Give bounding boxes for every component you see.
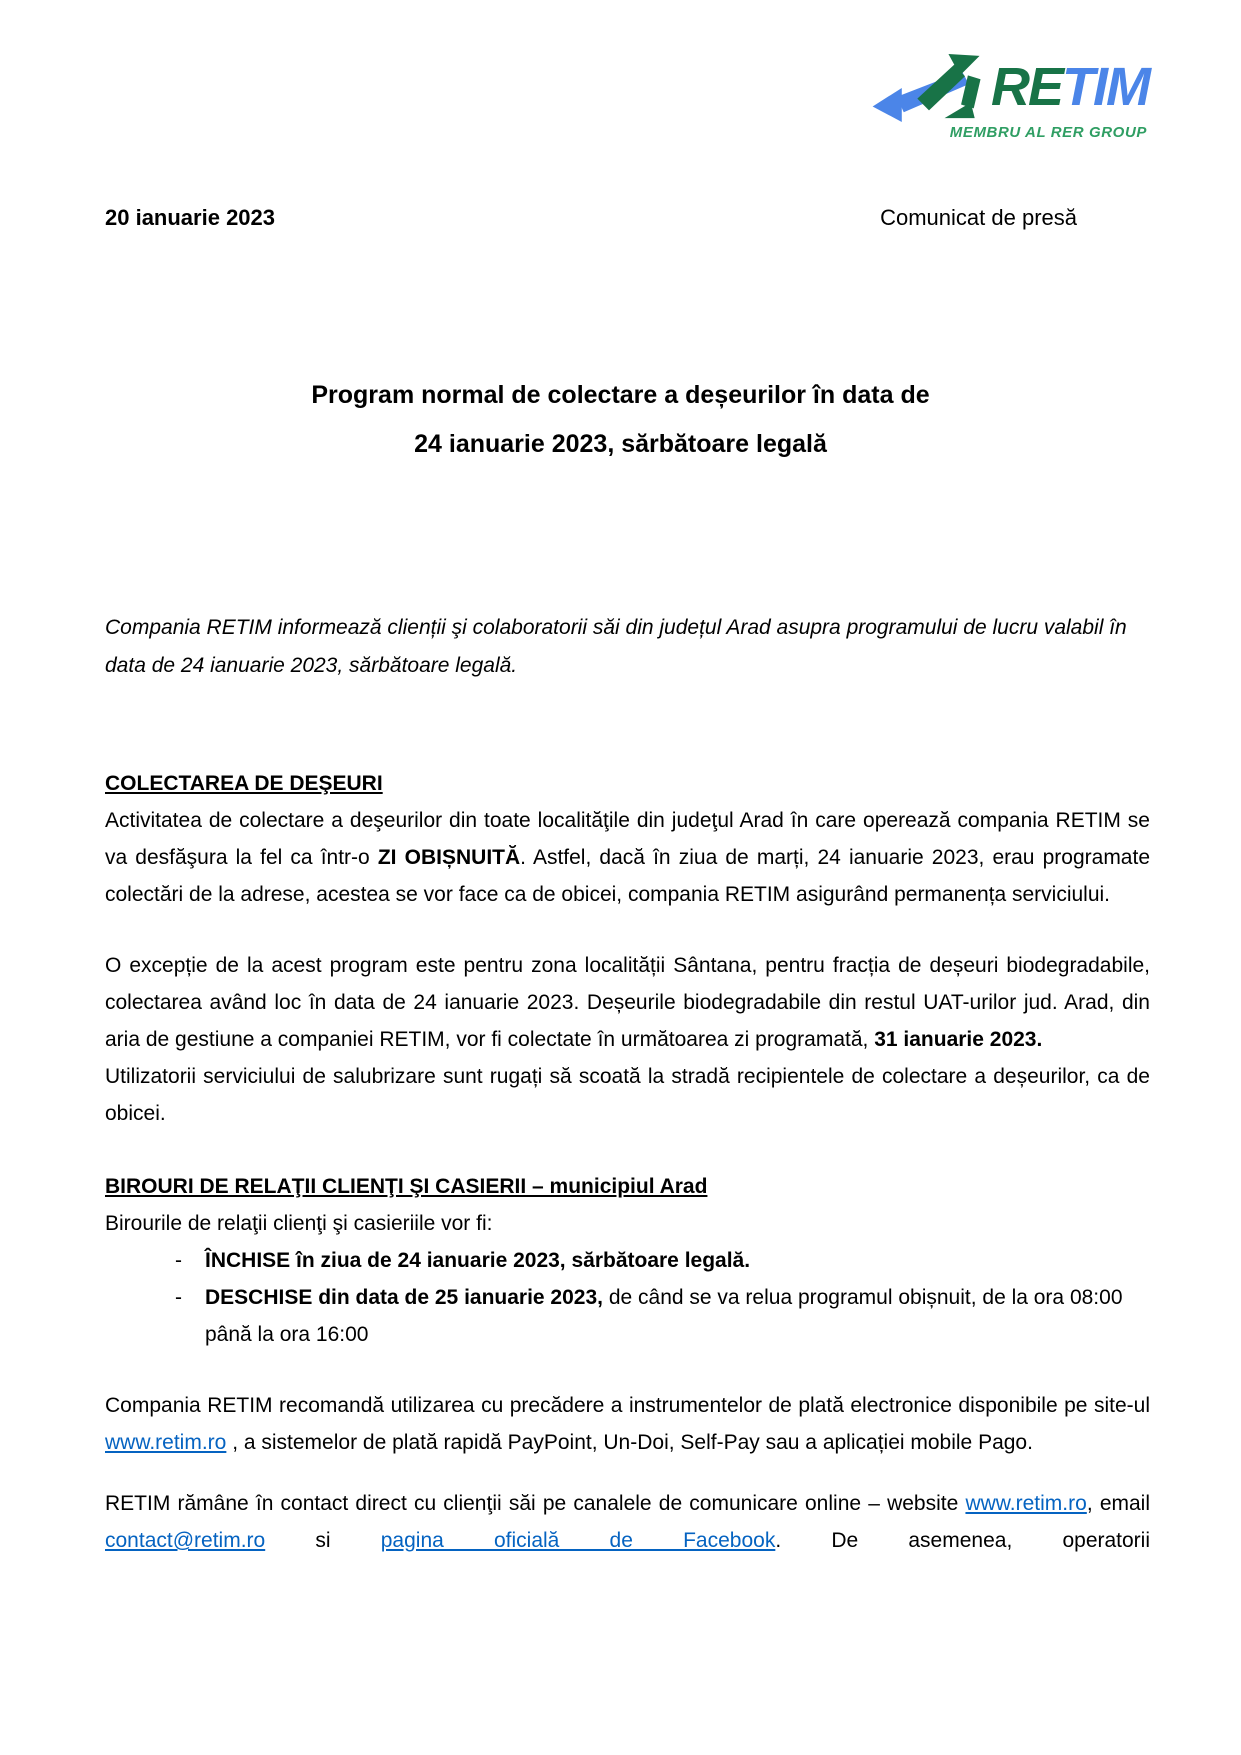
retim-wordmark (991, 57, 1149, 117)
hyperlink[interactable]: www.retim.ro (105, 1431, 227, 1454)
offices-bullet-list (105, 1242, 1150, 1353)
text-segment: Activitatea de colectare a deşeurilor din toate localităţile din judeţul Arad în care operează compania RETIM se va desfăşura la fel ca într-o (105, 809, 1150, 869)
retim-logo-tagline: MEMBRU AL RER GROUP (949, 124, 1147, 141)
bold-text: ÎNCHISE în ziua de 24 ianuarie 2023, sărbătoare legală. (205, 1249, 751, 1272)
text-segment: . De asemenea, operatorii (775, 1529, 1151, 1552)
hyperlink[interactable]: pagina oficială de Facebook (380, 1529, 776, 1552)
bullet-marker: - (175, 1286, 182, 1309)
retim-logo-top (869, 52, 1149, 122)
payment-paragraph (105, 1387, 1150, 1461)
text-segment: de când se va relua programul obișnuit, de la ora 08:00 până la ora 16:00 (205, 1286, 1123, 1346)
document-type-label: Comunicat de presă (880, 205, 1077, 230)
retim-wordmark-tim: TIM (1062, 57, 1149, 117)
logo-area (0, 0, 1241, 141)
section-heading-colectarea: COLECTAREA DE DEŞEURI (105, 772, 383, 795)
document-title-line1: Program normal de colectare a deșeurilor în data de (311, 381, 930, 409)
text-segment: RETIM rămâne în contact direct cu clienţii săi pe canalele de comunicare online – website (105, 1492, 966, 1515)
document-title-line2: 24 ianuarie 2023, sărbătoare legală (414, 430, 827, 458)
hyperlink[interactable]: contact@retim.ro (105, 1529, 266, 1552)
bold-text: 31 ianuarie 2023. (874, 1028, 1043, 1051)
collection-paragraph-2 (105, 947, 1150, 1058)
bullet-text-inchise (205, 1242, 1150, 1279)
list-item (105, 1279, 1150, 1353)
text-segment: , email (1086, 1492, 1150, 1515)
bullet-text-deschise (205, 1279, 1150, 1353)
list-item (105, 1242, 1150, 1279)
retim-logo (869, 52, 1149, 141)
bold-text: DESCHISE din data de 25 ianuarie 2023, (205, 1286, 603, 1309)
intro-paragraph: Compania RETIM informează clienții şi colaboratorii săi din județul Arad asupra programului de lucru valabil în data de 24 ianuarie 2023, sărbătoare legală. (105, 616, 1127, 677)
text-segment: . Astfel, dacă în ziua de marți, 24 ianuarie 2023, erau programate colectări de la adrese, acestea se vor face ca de obicei, compania RETIM asigurând permanența serviciului. (105, 846, 1151, 906)
section-heading-birouri: BIROURI DE RELAŢII CLIENŢI ŞI CASIERII – municipiul Arad (105, 1175, 708, 1198)
text-segment: Compania RETIM recomandă utilizarea cu precădere a instrumentelor de plată electronice disponibile pe site-ul (105, 1394, 1150, 1417)
document-title (0, 371, 1241, 469)
text-segment: O excepție de la acest program este pentru zona localității Sântana, pentru fracția de deșeuri biodegradabile, colectarea având loc în data de 24 ianuarie 2023. Deșeurile biodegradabile din restul UAT-urilor jud. Arad, din aria de gestiune a companiei RETIM, vor fi colectate în următoarea zi programată, (105, 954, 1150, 1051)
collection-paragraph-3: Utilizatorii serviciului de salubrizare sunt rugați să scoată la stradă recipientele de colectare a deșeurilor, ca de obicei. (105, 1065, 1150, 1125)
document-date: 20 ianuarie 2023 (105, 205, 276, 230)
document-header-row (105, 205, 1077, 231)
hyperlink[interactable]: www.retim.ro (965, 1492, 1087, 1515)
document-body (105, 609, 1150, 1559)
offices-intro: Birourile de relaţii clienţi şi casieriile vor fi: (105, 1212, 493, 1235)
retim-logo-mark (869, 52, 989, 122)
text-segment: , a sistemelor de plată rapidă PayPoint, Un-Doi, Self-Pay sau a aplicației mobile Pago. (226, 1431, 1033, 1454)
bullet-marker: - (175, 1249, 182, 1272)
retim-wordmark-re: RE (991, 57, 1063, 117)
collection-paragraph-1 (105, 802, 1150, 913)
text-segment: si (265, 1529, 381, 1552)
contact-paragraph (105, 1485, 1150, 1559)
bold-text: ZI OBIȘNUITĂ (377, 846, 521, 869)
